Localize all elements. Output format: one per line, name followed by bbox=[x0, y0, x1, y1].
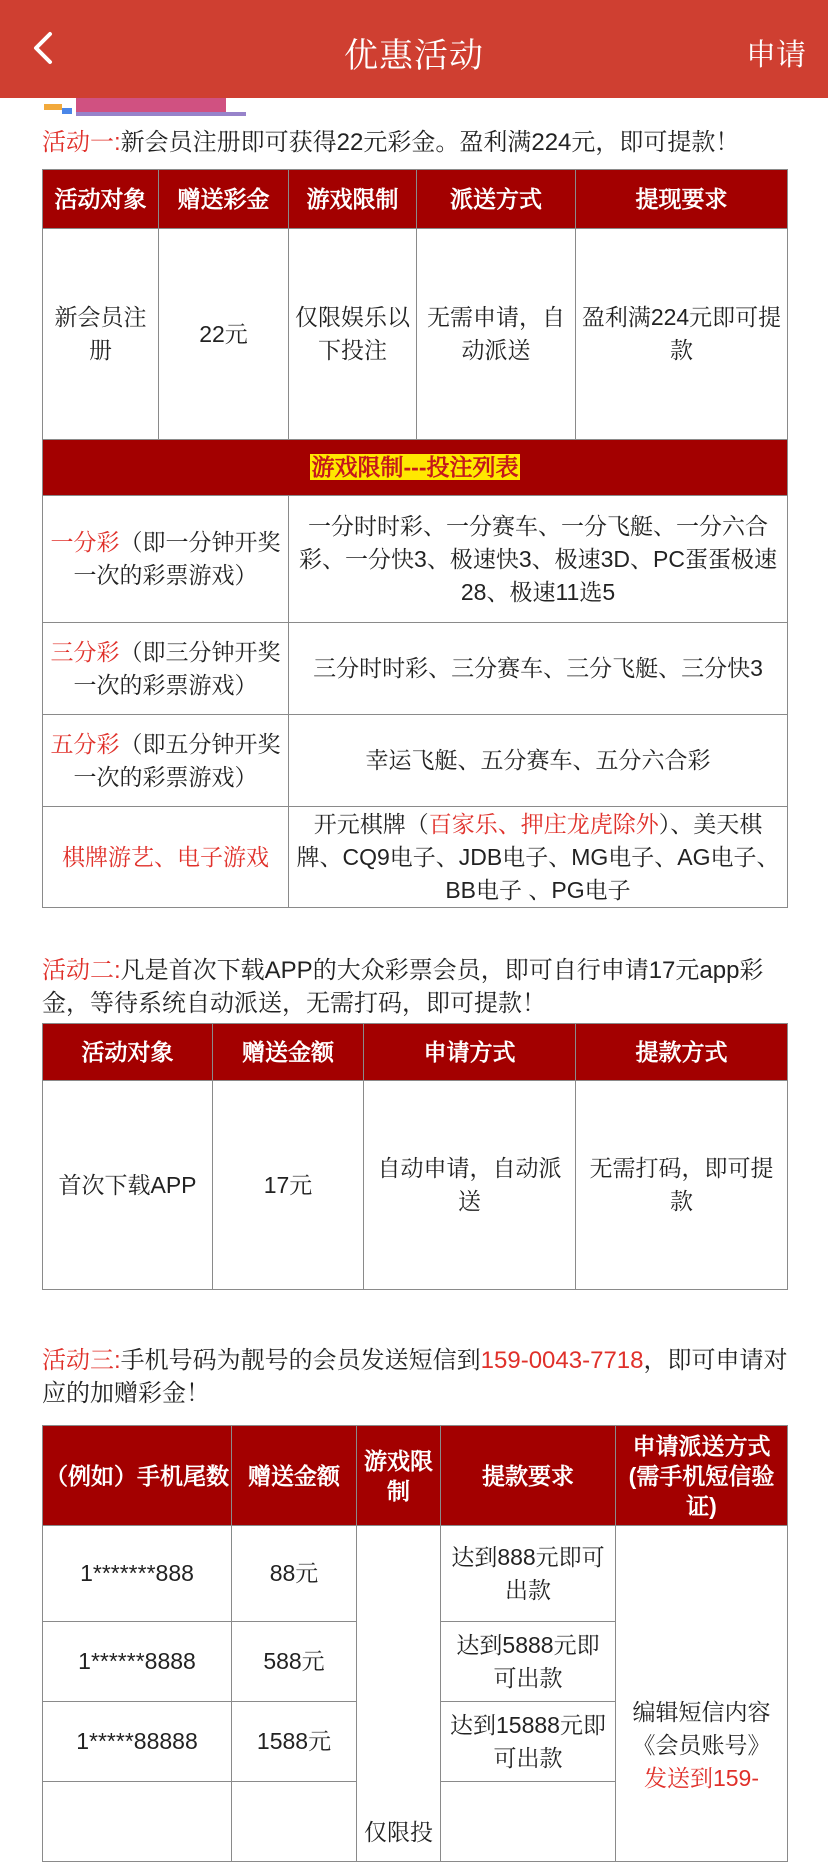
activity-2-label: 活动二: bbox=[42, 957, 121, 984]
table-row bbox=[43, 715, 788, 807]
table-row bbox=[43, 1081, 788, 1290]
page-title: 优惠活动 bbox=[344, 37, 484, 75]
game-limit-title-row bbox=[43, 440, 788, 496]
amount-cell: 88元 bbox=[232, 1526, 357, 1622]
activity-1-text: 新会员注册即可获得22元彩金。盈利满224元，即可提款！ bbox=[120, 129, 740, 156]
phone-tail-cell: 1******8888 bbox=[43, 1622, 232, 1702]
table-cell: 首次下载APP bbox=[43, 1081, 213, 1290]
chess-games-prefix: 开元棋牌（ bbox=[313, 810, 429, 837]
amount-cell: 1588元 bbox=[232, 1702, 357, 1782]
method-red-text: 发送到159- bbox=[643, 1765, 760, 1791]
apply-button[interactable]: 申请 bbox=[746, 39, 806, 72]
limit-games-cell: 幸运飞艇、五分赛车、五分六合彩 bbox=[289, 715, 788, 807]
requirement-cell: 达到5888元即可出款 bbox=[441, 1622, 616, 1702]
table-cell: 仅限娱乐以下投注 bbox=[289, 229, 417, 440]
activity-2-table bbox=[42, 1023, 788, 1290]
promo-banner-image bbox=[44, 98, 244, 116]
requirement-cell bbox=[441, 1782, 616, 1862]
activity-3-header-row bbox=[43, 1426, 788, 1526]
method-cell bbox=[616, 1526, 788, 1862]
column-header: 提款要求 bbox=[441, 1426, 616, 1526]
game-limit-title-cell bbox=[43, 440, 788, 496]
limit-category-cell bbox=[43, 807, 289, 908]
table-cell: 17元 bbox=[213, 1081, 364, 1290]
column-header: 游戏限制 bbox=[289, 170, 417, 229]
method-text: 编辑短信内容《会员账号》 bbox=[632, 1699, 771, 1758]
column-header: 申请方式 bbox=[364, 1024, 576, 1081]
activity-3-text-before: 手机号码为靓号的会员发送短信到 bbox=[120, 1347, 481, 1374]
activity-2-text: 凡是首次下载APP的大众彩票会员，即可自行申请17元app彩金，等待系统自动派送，无需打码，即可提款！ bbox=[42, 957, 764, 1017]
phone-tail-cell: 1*****88888 bbox=[43, 1702, 232, 1782]
limit-games-cell: 三分时时彩、三分赛车、三分飞艇、三分快3 bbox=[289, 623, 788, 715]
limit-category-desc: （即一分钟开奖一次的彩票游戏） bbox=[73, 529, 281, 588]
top-nav-bar bbox=[0, 0, 828, 98]
activity-1-intro bbox=[42, 126, 792, 159]
activity-3-intro bbox=[42, 1344, 792, 1410]
activity-3-table bbox=[42, 1425, 788, 1862]
column-header: 赠送金额 bbox=[213, 1024, 364, 1081]
table-cell: 盈利满224元即可提款 bbox=[576, 229, 788, 440]
column-header: 提款方式 bbox=[576, 1024, 788, 1081]
limit-category-cell bbox=[43, 715, 289, 807]
promo-content bbox=[0, 98, 828, 1845]
limit-category-name: 五分彩 bbox=[50, 730, 120, 757]
table-row bbox=[43, 496, 788, 623]
activity-1-table bbox=[42, 169, 788, 496]
activity-2-intro bbox=[42, 954, 792, 1020]
chess-games-suffix: ）、美天棋牌、CQ9电子、JDB电子、MG电子、AG电子、BB电子 、PG电子 bbox=[296, 810, 780, 903]
column-header: 申请派送方式(需手机短信验证) bbox=[616, 1426, 788, 1526]
activity-3-label: 活动三: bbox=[42, 1347, 121, 1374]
table-row bbox=[43, 1526, 788, 1622]
requirement-cell: 达到15888元即可出款 bbox=[441, 1702, 616, 1782]
phone-tail-cell bbox=[43, 1782, 232, 1862]
table-row bbox=[43, 623, 788, 715]
activity-2-header-row bbox=[43, 1024, 788, 1081]
table-cell: 自动申请，自动派送 bbox=[364, 1081, 576, 1290]
limit-games-cell: 一分时时彩、一分赛车、一分飞艇、一分六合彩、一分快3、极速快3、极速3D、PC蛋蛋极速28、极速11选5 bbox=[289, 496, 788, 623]
limit-category-cell bbox=[43, 496, 289, 623]
limit-category-name: 一分彩 bbox=[50, 529, 120, 555]
activity-3-text-after: ，即可申请对应的加赠彩金！ bbox=[42, 1347, 788, 1407]
limit-category-desc: （即五分钟开奖一次的彩票游戏） bbox=[73, 730, 281, 790]
requirement-cell: 达到888元即可出款 bbox=[441, 1526, 616, 1622]
table-cell: 无需打码，即可提款 bbox=[576, 1081, 788, 1290]
column-header: 活动对象 bbox=[43, 1024, 213, 1081]
column-header: 提现要求 bbox=[576, 170, 788, 229]
amount-cell bbox=[232, 1782, 357, 1862]
column-header: 活动对象 bbox=[43, 170, 159, 229]
table-row bbox=[43, 229, 788, 440]
limit-category-desc: （即三分钟开奖一次的彩票游戏） bbox=[73, 638, 281, 698]
table-cell: 新会员注册 bbox=[43, 229, 159, 440]
game-limit-cell: 仅限投 bbox=[357, 1526, 441, 1862]
phone-tail-cell: 1*******888 bbox=[43, 1526, 232, 1622]
column-header: 赠送彩金 bbox=[159, 170, 289, 229]
column-header: 游戏限制 bbox=[357, 1426, 441, 1526]
chess-games-excluded: 百家乐、押庄龙虎除外 bbox=[428, 810, 659, 837]
column-header: （例如）手机尾数 bbox=[43, 1426, 232, 1526]
table-cell: 无需申请，自动派送 bbox=[417, 229, 576, 440]
column-header: 赠送金额 bbox=[232, 1426, 357, 1526]
activity-1-header-row bbox=[43, 170, 788, 229]
limit-games-cell bbox=[289, 807, 788, 908]
game-limit-title: 游戏限制---投注列表 bbox=[311, 454, 519, 480]
limit-category-cell bbox=[43, 623, 289, 715]
limit-category-name: 棋牌游艺、电子游戏 bbox=[62, 843, 269, 870]
activity-1-label: 活动一: bbox=[42, 129, 121, 156]
amount-cell: 588元 bbox=[232, 1622, 357, 1702]
table-cell: 22元 bbox=[159, 229, 289, 440]
game-limit-table bbox=[42, 495, 788, 908]
column-header: 派送方式 bbox=[417, 170, 576, 229]
limit-category-name: 三分彩 bbox=[50, 638, 120, 665]
table-row bbox=[43, 807, 788, 908]
activity-3-phone: 159-0043-7718 bbox=[480, 1347, 644, 1374]
